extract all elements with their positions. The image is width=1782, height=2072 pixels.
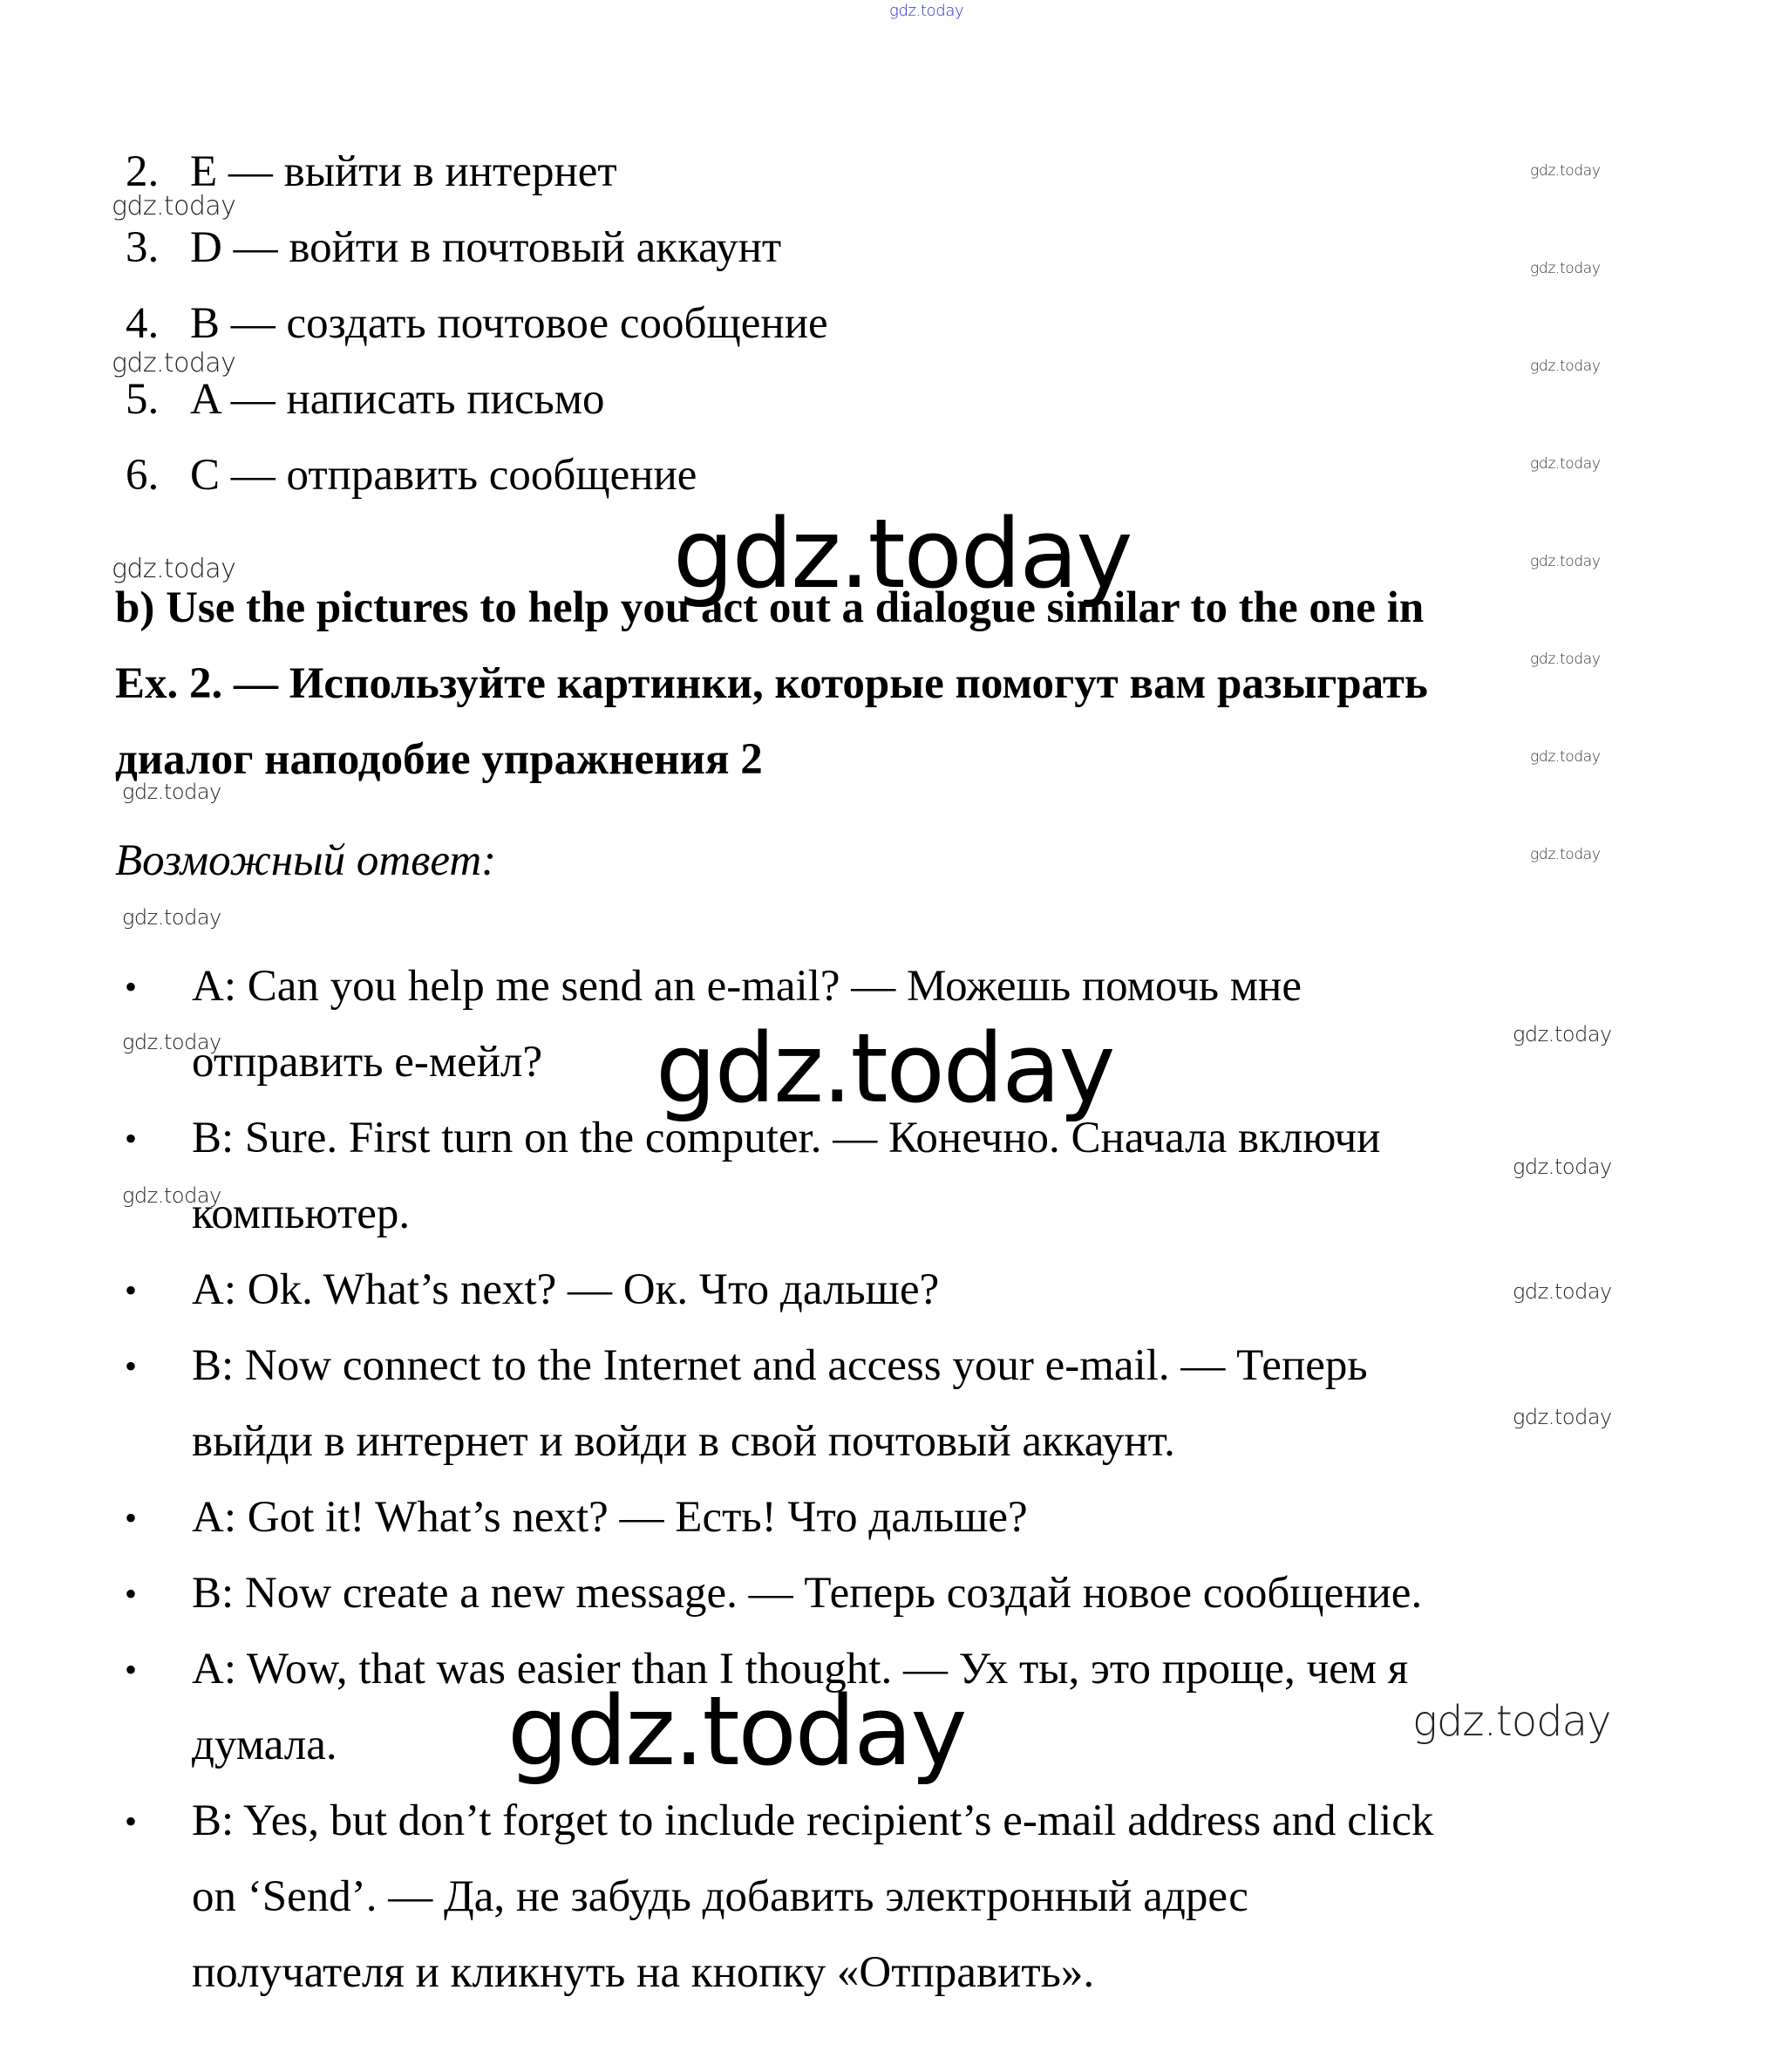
dialogue-line: A: Can you help me send an e-mail? — Можешь помочь мне	[192, 962, 1302, 1011]
item-text: E — выйти в интернет	[190, 147, 617, 196]
dialogue-line: получателя и кликнуть на кнопку «Отправить».	[192, 1948, 1095, 1997]
dialogue-line: B: Now connect to the Internet and access your e-mail. — Теперь	[192, 1341, 1368, 1390]
dialogue-line: on ‘Send’. — Да, не забудь добавить электронный адрес	[192, 1872, 1248, 1921]
watermark-logo: gdz.today	[673, 498, 1132, 610]
item-number: 5.	[126, 375, 160, 424]
item-number: 2.	[126, 147, 160, 196]
answer-label: Возможный ответ:	[115, 836, 497, 885]
bullet-icon: •	[125, 1650, 138, 1689]
dialogue-line: компьютер.	[192, 1189, 411, 1238]
watermark-logo: gdz.today	[112, 348, 236, 378]
bullet-icon: •	[125, 1119, 138, 1158]
watermark-logo: gdz.today	[1530, 358, 1601, 375]
matching-item	[0, 223, 1046, 278]
watermark-logo: gdz.today	[1513, 1155, 1612, 1179]
watermark-logo: gdz.today	[112, 554, 236, 584]
watermark-logo: gdz.today	[112, 191, 236, 222]
watermark-logo: gdz.today	[507, 1675, 966, 1787]
watermark-logo: gdz.today	[122, 780, 221, 804]
watermark-logo: gdz.today	[122, 1183, 221, 1208]
bullet-icon: •	[125, 967, 138, 1006]
watermark-logo: gdz.today	[1412, 1697, 1611, 1746]
task-heading-line: Ex. 2. — Используйте картинки, которые помогут вам разыграть	[115, 659, 1428, 708]
watermark-logo: gdz.today	[1530, 455, 1601, 473]
watermark-logo: gdz.today	[1530, 553, 1601, 570]
item-text: A — написать письмо	[190, 375, 605, 424]
watermark-logo: gdz.today	[1513, 1022, 1612, 1046]
bullet-icon: •	[125, 1346, 138, 1386]
item-text: C — отправить сообщение	[190, 451, 697, 500]
dialogue-line: выйди в интернет и войди в свой почтовый аккаунт.	[192, 1417, 1175, 1466]
watermark-logo: gdz.today	[122, 905, 221, 930]
bullet-icon: •	[125, 1498, 138, 1537]
watermark-logo: gdz.today	[1513, 1279, 1612, 1304]
task-heading-line: диалог наподобие упражнения 2	[115, 735, 763, 784]
dialogue-line: A: Ok. What’s next? — Ок. Что дальше?	[192, 1265, 940, 1314]
watermark-logo: gdz.today	[1530, 651, 1601, 668]
dialogue-line: B: Now create a new message. — Теперь создай новое сообщение.	[192, 1569, 1423, 1618]
bullet-icon: •	[125, 1802, 138, 1841]
watermark-logo: gdz.today	[889, 2, 964, 20]
item-text: B — создать почтовое сообщение	[190, 299, 828, 348]
matching-item	[0, 375, 1046, 430]
item-number: 6.	[126, 451, 160, 500]
watermark-logo: gdz.today	[1530, 846, 1601, 863]
task-heading-line: b) Use the pictures to help you act out a dialogue similar to the one in	[115, 583, 1425, 632]
item-number: 4.	[126, 299, 160, 348]
dialogue-line: B: Sure. First turn on the computer. — Конечно. Сначала включи	[192, 1114, 1381, 1162]
dialogue-line: A: Got it! What’s next? — Есть! Что дальше?	[192, 1493, 1028, 1542]
bullet-icon: •	[125, 1271, 138, 1310]
dialogue-line: B: Yes, but don’t forget to include recipient’s e-mail address and click	[192, 1796, 1434, 1845]
watermark-logo: gdz.today	[1530, 162, 1601, 180]
watermark-logo: gdz.today	[1530, 260, 1601, 277]
dialogue-line: A: Wow, that was easier than I thought. — Ух ты, это проще, чем я	[192, 1645, 1409, 1694]
watermark-logo: gdz.today	[1530, 748, 1601, 766]
item-number: 3.	[126, 223, 160, 272]
watermark-logo: gdz.today	[122, 1030, 221, 1054]
dialogue-line: думала.	[192, 1721, 337, 1769]
item-text: D — войти в почтовый аккаунт	[190, 223, 782, 272]
matching-item	[0, 299, 1046, 354]
dialogue-line: отправить е-мейл?	[192, 1038, 543, 1087]
watermark-logo: gdz.today	[1513, 1405, 1612, 1429]
bullet-icon: •	[125, 1574, 138, 1613]
watermark-logo: gdz.today	[656, 1012, 1114, 1124]
